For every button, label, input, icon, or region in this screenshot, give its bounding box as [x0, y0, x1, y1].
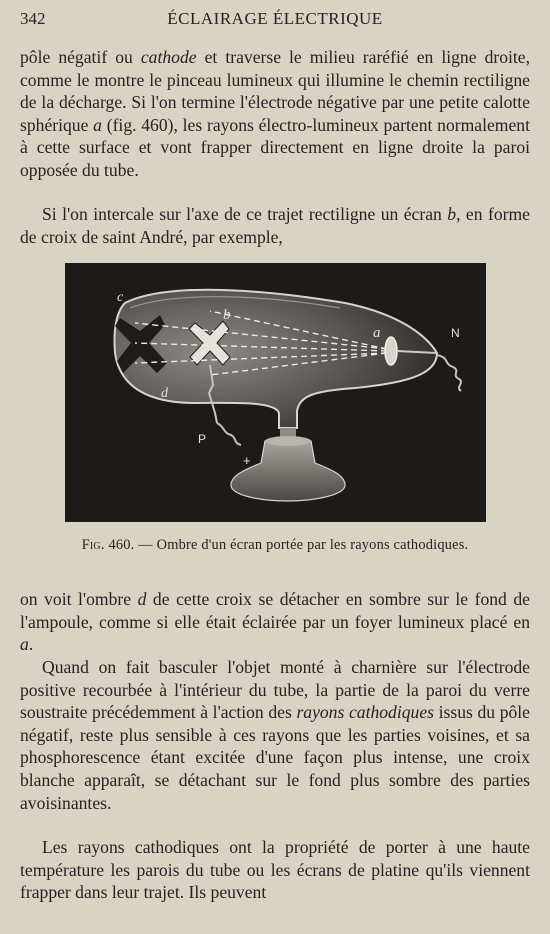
italic-term: cathode — [140, 47, 197, 67]
paragraph-1 — [20, 46, 530, 182]
text-run: on voit l'ombre — [20, 589, 138, 609]
text-run: Si l'on intercale sur l'axe de ce trajet rectiligne un écran — [42, 204, 448, 224]
running-title: ÉCLAIRAGE ÉLECTRIQUE — [167, 9, 383, 28]
page-header — [20, 9, 530, 31]
paragraph-4 — [20, 656, 530, 814]
paragraph-2 — [20, 203, 530, 248]
italic-term: d — [137, 589, 147, 609]
caption-fig-label: Fig. — [81, 537, 105, 553]
label-d: d — [161, 386, 168, 401]
italic-term: b — [447, 204, 457, 224]
label-c: c — [117, 290, 124, 305]
caption-text: — Ombre d'un écran portée par les rayons cathodiques. — [134, 537, 469, 553]
text-run: Quand on fait basculer l'objet monté à charnière sur l'électrode positive recourbée à l'intérieur du tube, la partie de la paroi du verre soustraite précédemment à l'action des — [20, 657, 530, 723]
figure-caption — [20, 537, 530, 554]
text-run: , en forme de croix de saint André, par exemple, — [20, 204, 530, 247]
figure-crookes-tube — [65, 263, 486, 522]
text-run: issus du pôle négatif, reste plus sensible à ces rayons que les parties voisines, et sa phosphorescence étant excitée d'une façon plus intense, une croix blanche apparaît, se détachant sur le fond plus sombre des parties avoisinantes. — [20, 702, 530, 813]
italic-term: rayons cathodiques — [296, 702, 434, 723]
text-run: et traverse le milieu raréfié en ligne droite, comme le montre le pinceau lumineux qui illumine le chemin rectiligne de la décharge. Si l'on termine l'électrode négative par une petite calotte sphérique — [20, 47, 531, 135]
cathode-disk-a — [385, 337, 397, 365]
italic-term: a — [20, 634, 29, 655]
caption-fig-number: 460. — [104, 537, 135, 553]
text-run: . — [28, 634, 34, 655]
text-run: Les rayons cathodiques ont la propriété de porter à une haute température les parois du tube ou les écrans de platine qu'ils viennent frapper dans leur trajet. Ils peuvent — [20, 837, 530, 903]
label-a: a — [373, 325, 381, 341]
crookes-tube-illustration — [65, 263, 486, 522]
label-N: N — [451, 326, 460, 340]
label-plus: + — [243, 453, 251, 468]
text-run: de cette croix se détacher en sombre sur le fond de l'ampoule, comme si elle était éclairée par un foyer lumineux placé en — [20, 589, 530, 632]
label-b: b — [223, 307, 231, 323]
italic-term: a — [93, 114, 102, 135]
page-number: 342 — [20, 9, 46, 28]
text-run: pôle négatif ou — [20, 47, 141, 67]
text-run: (fig. 460), les rayons électro-lumineux partent normalement à cette surface et vont frapper directement en ligne droite la paroi opposée du tube. — [20, 114, 530, 180]
paragraph-3 — [20, 588, 530, 656]
paragraph-5 — [20, 836, 530, 904]
label-P: P — [198, 432, 207, 446]
